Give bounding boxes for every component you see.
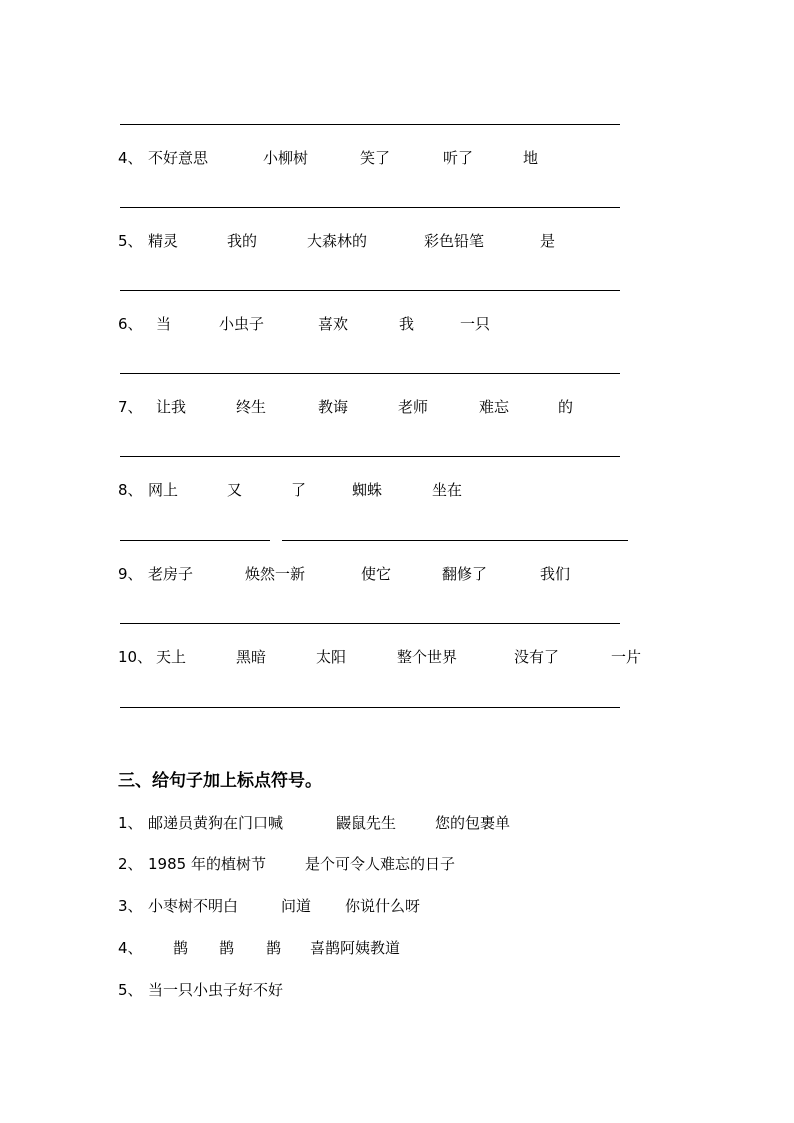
word: 精灵	[148, 232, 179, 250]
word: 老师	[398, 398, 429, 416]
sentence-part: 你说什么呀	[345, 897, 421, 915]
word: 不好意思	[148, 149, 209, 167]
word: 当	[156, 315, 172, 333]
word: 小柳树	[263, 149, 309, 167]
word: 蜘蛛	[352, 481, 383, 499]
word: 网上	[148, 481, 179, 499]
word: 翻修了	[442, 565, 488, 583]
sentence-part: 小枣树不明白	[148, 897, 239, 915]
word: 天上	[156, 648, 187, 666]
word: 坐在	[432, 481, 463, 499]
sentence-part: 鼹鼠先生	[336, 814, 397, 832]
item-number: 5、	[118, 981, 143, 999]
word: 我们	[540, 565, 571, 583]
item-number: 8、	[118, 481, 143, 499]
sentence-part: 当一只小虫子好不好	[148, 981, 284, 999]
item-number: 9、	[118, 565, 143, 583]
word: 又	[227, 481, 243, 499]
answer-line	[120, 540, 270, 541]
word: 了	[291, 481, 307, 499]
item-number: 1、	[118, 814, 143, 832]
item-number: 10、	[118, 648, 153, 666]
item-number: 7、	[118, 398, 143, 416]
word: 我的	[227, 232, 258, 250]
sentence-part: 问道	[281, 897, 312, 915]
word: 是	[540, 232, 556, 250]
answer-line	[282, 540, 628, 541]
word: 太阳	[316, 648, 347, 666]
item-number: 4、	[118, 939, 143, 957]
sentence-part: 1985 年的植树节	[148, 855, 266, 873]
answer-line	[120, 207, 620, 208]
item-number: 4、	[118, 149, 143, 167]
word: 笑了	[360, 149, 391, 167]
word: 终生	[236, 398, 267, 416]
item-number: 6、	[118, 315, 143, 333]
sentence-part: 鹊	[266, 939, 282, 957]
word: 一片	[611, 648, 642, 666]
word: 黑暗	[236, 648, 267, 666]
sentence-part: 鹊	[219, 939, 235, 957]
word: 我	[399, 315, 415, 333]
sentence-part: 喜鹊阿姨教道	[310, 939, 401, 957]
word: 一只	[460, 315, 491, 333]
word: 喜欢	[318, 315, 349, 333]
word: 教诲	[318, 398, 349, 416]
word: 的	[558, 398, 574, 416]
answer-line	[120, 290, 620, 291]
word: 彩色铅笔	[424, 232, 485, 250]
item-number: 5、	[118, 232, 143, 250]
word: 地	[523, 149, 539, 167]
word: 老房子	[148, 565, 194, 583]
word: 难忘	[479, 398, 510, 416]
word: 让我	[156, 398, 187, 416]
answer-line	[120, 373, 620, 374]
word: 大森林的	[307, 232, 368, 250]
sentence-part: 您的包裹单	[435, 814, 511, 832]
answer-line	[120, 623, 620, 624]
word: 没有了	[514, 648, 560, 666]
sentence-part: 鹊	[173, 939, 189, 957]
answer-line	[120, 124, 620, 125]
word: 听了	[443, 149, 474, 167]
item-number: 3、	[118, 897, 143, 915]
item-number: 2、	[118, 855, 143, 873]
answer-line	[120, 707, 620, 708]
word: 整个世界	[397, 648, 458, 666]
word: 小虫子	[219, 315, 265, 333]
sentence-part: 邮递员黄狗在门口喊	[148, 814, 284, 832]
word: 焕然一新	[245, 565, 306, 583]
word: 使它	[361, 565, 392, 583]
answer-line	[120, 456, 620, 457]
section-heading: 三、给句子加上标点符号。	[118, 771, 322, 791]
sentence-part: 是个可令人难忘的日子	[305, 855, 456, 873]
